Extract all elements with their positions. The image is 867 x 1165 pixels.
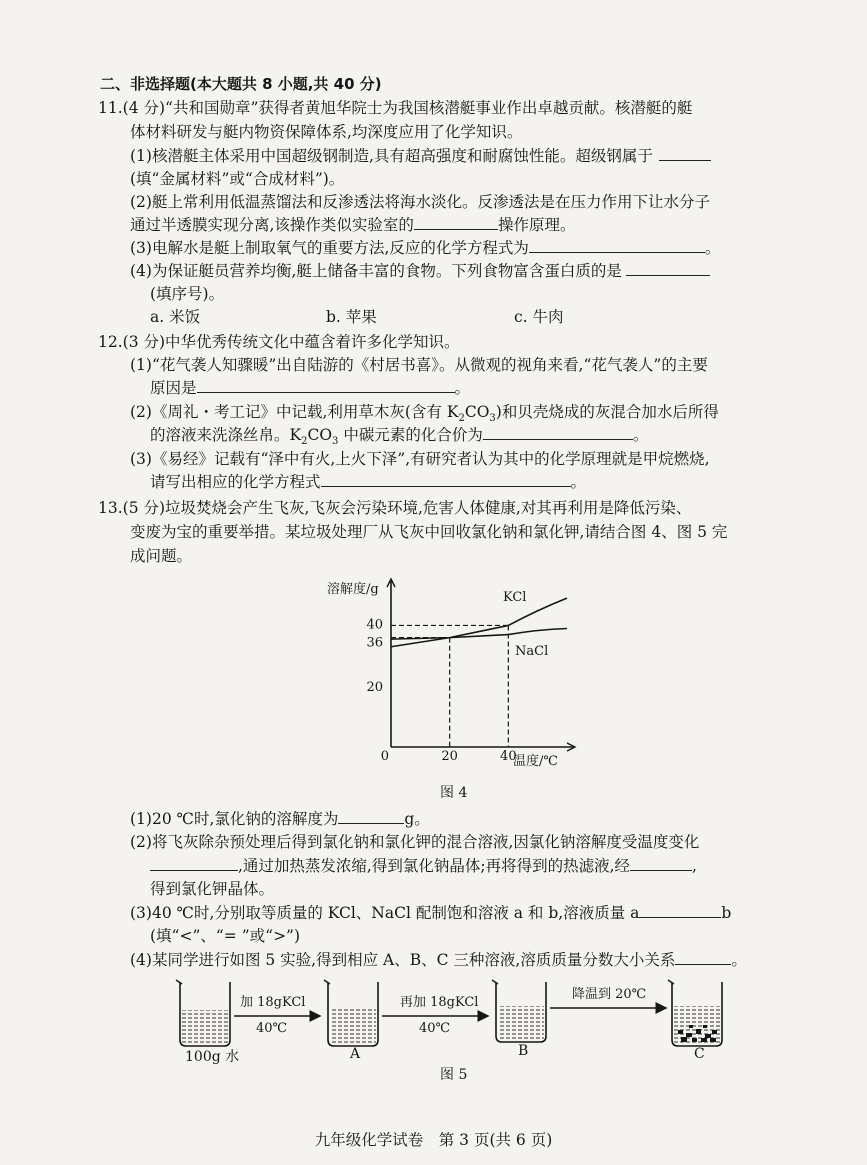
q12-part2-answer-blank[interactable] <box>483 424 633 440</box>
q11-part2-answer-blank[interactable] <box>414 214 498 230</box>
beaker-b <box>492 980 546 1042</box>
series-label-nacl: NaCl <box>515 644 549 659</box>
q11-part3-answer-blank[interactable] <box>529 237 705 253</box>
q11-part2-line1: (2)艇上常利用低温蒸馏法和反渗透法将海水淡化。反渗透法是在压力作用下让水分子 <box>130 193 710 211</box>
label-c: C <box>694 1046 705 1062</box>
q12-part3-answer-blank[interactable] <box>321 471 571 487</box>
x-tick-40: 40 <box>500 749 517 764</box>
label-b: B <box>518 1043 529 1059</box>
q12-part1-line2: 原因是 。 <box>150 379 471 397</box>
q12-stem: 12.(3 分)中华优秀传统文化中蕴含着许多化学知识。 <box>98 333 460 351</box>
q13-part1-answer-blank[interactable] <box>338 808 404 824</box>
q11-part3-line: (3)电解水是艇上制取氧气的重要方法,反应的化学方程式为 。 <box>130 239 721 257</box>
q13-part4-line: (4)某同学进行如图 5 实验,得到相应 A、B、C 三种溶液,溶质质量分数大小关系 。 <box>130 951 747 969</box>
experiment-diagram <box>170 976 750 1058</box>
q11-stem-line2: 体材料研发与艇内物资保障体系,均深度应用了化学知识。 <box>130 123 523 141</box>
q13-part3-line1: (3)40 ℃时,分别取等质量的 KCl、NaCl 配制饱和溶液 a 和 b,溶液质量 a b <box>130 904 732 922</box>
q13-part4-answer-blank[interactable] <box>675 949 731 965</box>
y-tick-36: 36 <box>366 635 383 651</box>
y-tick-40: 40 <box>366 617 383 633</box>
step2-top-label: 再加 18gKCl <box>400 995 479 1010</box>
section-title: 二、非选择题(本大题共 8 小题,共 40 分) <box>100 75 382 93</box>
label-a: A <box>350 1046 361 1062</box>
q11-part1-answer-blank[interactable] <box>659 145 711 161</box>
q11-part4-line2: (填序号)。 <box>150 285 225 303</box>
figure5-caption: 图 5 <box>440 1067 468 1083</box>
x-tick-0: 0 <box>380 749 389 764</box>
q13-part2-line2: ,通过加热蒸发浓缩,得到氯化钠晶体;再将得到的热滤液,经 , <box>150 855 697 877</box>
q13-stem-line3: 成问题。 <box>130 547 193 565</box>
beaker-c <box>668 980 722 1046</box>
q13-part1-line: (1)20 ℃时,氯化钠的溶解度为 g。 <box>130 810 430 828</box>
step1-top-label: 加 18gKCl <box>240 995 306 1010</box>
figure4-caption: 图 4 <box>440 785 468 801</box>
q11-option-c: c. 牛肉 <box>514 308 564 326</box>
curve-kcl <box>391 598 567 647</box>
q13-part2-line1: (2)将飞灰除杂预处理后得到氯化钠和氯化钾的混合溶液,因氯化钠溶解度受温度变化 <box>130 833 700 851</box>
q12-part3-line2: 请写出相应的化学方程式 。 <box>150 473 587 491</box>
step2-bottom-label: 40℃ <box>419 1021 451 1036</box>
step1-bottom-label: 40℃ <box>256 1021 288 1036</box>
q11-part4-answer-blank[interactable] <box>626 260 710 276</box>
q11-option-a: a. 米饭 <box>150 308 201 326</box>
solubility-chart <box>325 575 585 775</box>
q13-stem-line2: 变废为宝的重要举措。某垃圾处理厂从飞灰中回收氯化钠和氯化钾,请结合图 4、图 5 完 <box>130 523 728 541</box>
beaker-a <box>324 980 378 1046</box>
step3-top-label: 降温到 20℃ <box>572 987 647 1002</box>
q11-part1-line1 <box>130 145 711 167</box>
label-water: 100g 水 <box>185 1049 240 1065</box>
q12-part2-line1: (2)《周礼・考工记》中记载,利用草木灰(含有 $K_2CO_3$)和贝壳烧成的灰混合加水后所得 <box>130 403 719 425</box>
q13-part2-answer-blank1[interactable] <box>150 855 238 871</box>
q12-part2-line2: 的溶液来洗涤丝帛。$K_2CO_3$ 中碳元素的化合价为 。 <box>150 426 649 448</box>
q11-part2-line2: 通过半透膜实现分离,该操作类似实验室的 操作原理。 <box>130 216 576 234</box>
q13-part2-answer-blank2[interactable] <box>630 855 692 871</box>
q13-part3-line2: (填“<”、“= ”或“>”) <box>150 927 301 945</box>
page-footer: 九年级化学试卷 第 3 页(共 6 页) <box>314 1131 553 1149</box>
q11-stem-line1: 11.(4 分)“共和国勋章”获得者黄旭华院士为我国核潜艇事业作出卓越贡献。核潜艇的艇 <box>98 99 693 117</box>
x-tick-20: 20 <box>441 749 458 764</box>
series-label-kcl: KCl <box>503 590 527 605</box>
chart-y-label: 溶解度/g <box>327 582 379 597</box>
q11-part1-text: (1)核潜艇主体采用中国超级钢制造,具有超高强度和耐腐蚀性能。超级钢属于 <box>130 147 653 165</box>
q13-part2-line3: 得到氯化钾晶体。 <box>150 880 275 898</box>
q12-part3-line1: (3)《易经》记载有“泽中有火,上火下泽”,有研究者认为其中的化学原理就是甲烷燃烧, <box>130 450 710 468</box>
q12-part1-answer-blank[interactable] <box>197 377 455 393</box>
chart-x-label: 温度/℃ <box>513 754 558 769</box>
q11-part1-line2: (填“金属材料”或“合成材料”)。 <box>130 170 345 188</box>
q11-option-b: b. 苹果 <box>326 308 377 326</box>
q13-stem-line1: 13.(5 分)垃圾焚烧会产生飞灰,飞灰会污染环境,危害人体健康,对其再利用是降低污染、 <box>98 499 692 517</box>
beaker-water <box>176 980 230 1046</box>
q11-part4-line1: (4)为保证艇员营养均衡,艇上储备丰富的食物。下列食物富含蛋白质的是 <box>130 260 710 282</box>
y-tick-20: 20 <box>366 680 383 696</box>
q13-part3-answer-blank[interactable] <box>639 902 721 918</box>
q12-part1-line1: (1)“花气袭人知骤暖”出自陆游的《村居书喜》。从微观的视角来看,“花气袭人”的主要 <box>130 356 708 374</box>
